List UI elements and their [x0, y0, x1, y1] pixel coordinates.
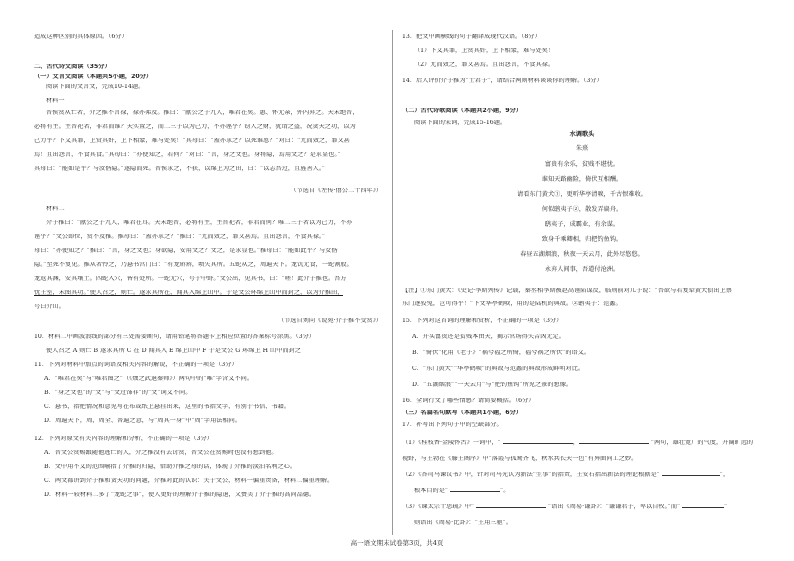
fill-blank-line: 则语出《周易·比卦》：“王用三驱”。 [414, 520, 513, 526]
question-15: 15．下列对这首词的理解和赏析，不正确的一项是（3分） [402, 318, 563, 324]
paragraph-line: 龙返其渊，安其壤土。四蛇入穴，皆有处所。一蛇无穴，号于中野。”文公出，见其书，曰：“嗟！此介子推也。吾方 [34, 276, 347, 282]
answer-blank[interactable] [682, 507, 724, 508]
question-13: 13．把文中画横线的句子翻译成现代汉语。（8分） [402, 34, 541, 40]
poem-line: 富贵有余乐，贫贱不堪忧。 [544, 161, 620, 168]
q17-2-prefix: （2）《答司马谏议书》中，针对司马光认为新法“生事”的指责，王安石指出新法的理论根据是“ [402, 472, 660, 478]
paragraph-line: 介子推曰：“献公之子九人，唯君在耳。天未绝晋，必将有主，主晋祀者，非君而何？唯二三子者以为己力，不亦 [46, 220, 353, 226]
subsection-heading: （三）名篇名句默写（本题共1小题，6分） [402, 410, 522, 416]
paragraph-line: 其母曰：“能如是乎？与汝偕隐。”遂隐而死。晋侯求之，不获，以绵上为之田，曰：“以志吾过，且旌善人。” [34, 166, 326, 172]
question-17: 17．补写出下列句子中的空缺部分。 [402, 422, 503, 428]
poem-line: 春昼五湖烟浪，秋夜一天云月，此外尽悠悠。 [520, 251, 644, 258]
option: A．开头富贵还是贫贱本由天，揭示官场得失吉凶无定。 [412, 334, 565, 340]
poem-title: 水调歌头 [569, 131, 595, 138]
option: C．“东门黄犬”“华亭鹤唳”的典故与范蠡的典故形成鲜明对比。 [412, 366, 585, 372]
fill-blank-line: 根本目的是“ ”。 [414, 488, 510, 494]
instruction: 阅读下面的文言文，完成10-14题。 [46, 84, 145, 90]
paragraph-line: 焉！且出怨言，不食其食。”其母曰：“亦使知之，若何？”对曰：“言，身之文也。身将隐，焉用文之？是求显也。” [34, 152, 341, 158]
source-citation: （节选自刘向《说苑·介子推不受赏》） [277, 318, 382, 324]
subsection-heading: （二）古代诗歌阅读（本题共2小题，9分） [402, 108, 522, 114]
q13-item-2: （2）尤而效之，罪又甚焉。且出怨言，不食其禄。 [414, 62, 555, 68]
question-11: 11．下列对材料中加点的词语及相关内容的解说，不正确的一项是（3分） [34, 362, 238, 368]
annotation-note: 东门逐狡兔，岂可得乎！”下文华亭鹤唳，用的是陆机的典故。②鸱夷子：范蠡。 [402, 301, 622, 307]
annotation-note: 【注】①东门黄犬：《史记·李斯列传》记载，秦丞相李斯被赵高诬陷谋反，临刑前对儿子说：“吾欲与若复牵黄犬俱出上蔡 [402, 288, 732, 294]
q13-item-1: （1）下义其罪，上赏其奸，上下相蒙，难与处矣！ [414, 48, 555, 54]
poem-line: 鸱夷子，成霸业，有余谋。 [544, 221, 620, 228]
q17-1-suffix: ”两句，雄壮宽广的气度，开阔旷远的 [650, 440, 754, 446]
column-divider [392, 30, 393, 535]
q10-answer-line: 使人召之 A 则亡 B 遂求其所 C 在 D 闻其入 E 绵上山中 F 于是文公 G 环绵上 H 山中而封之 [46, 348, 301, 354]
answer-blank[interactable] [476, 507, 546, 508]
option: C．两文都讲到介子推和贪天功的问题，介推对此的认识：关于文公，材料一偏重责备，材料二偏重理解。 [44, 478, 334, 484]
option: B．“身之文也”的“文”与“文过饰非”的“文”词义不同。 [44, 390, 192, 396]
option: B．“倚伏”化用《老子》“祸兮福之所倚，福兮祸之所伏”的语义。 [412, 350, 591, 356]
question-10: 10．材料二中画波浪线的部分有三处需要断句，请用铅笔将答题卡上相应位置的答案标号涂黑。（3分） [34, 334, 315, 340]
subsection-heading: （一）文言文阅读（本题共5小题，20分） [34, 74, 153, 80]
paragraph-line: 隐。”至死不复见。推从者怜之，乃悬书宫门曰：“有龙矫矫，顷失其所。五蛇从之，周遍天下。龙饥无食，一蛇割股。 [34, 262, 353, 268]
poem-line: 谁知天路幽险，倚伏互相酬。 [541, 176, 623, 183]
question-12: 12．下列对原文有关内容的理解和分析，不正确的一项是（3分） [34, 436, 213, 442]
instruction: 阅读下面的宋词，完成15-16题。 [414, 120, 507, 126]
poem-line: 何似鸱夷子②，散发弄扁舟。 [541, 206, 623, 213]
option: B．文中用不义的范围喻指了介推的归隐，借助介推之母的话，体现了介推的淡泊名利之心。 [44, 464, 297, 470]
q17-2-prefix-b: 根本目的是“ [414, 488, 449, 494]
question-14: 14．后人评价介子推为“士君子”，请结合两则材料谈谈你的理解。（3分） [402, 78, 603, 84]
q17-3-middle: ”语出《周易·谦卦》：“谦谦君子，卑以自牧。”而“ [548, 504, 681, 510]
source-citation: （节选自《左传·僖公二十四年》） [290, 188, 382, 194]
answer-blank[interactable] [450, 491, 500, 492]
material-1-title: 材料一 [46, 98, 65, 104]
paragraph-line: 晋侯赏从亡者，介之推不言禄，禄亦弗及。推曰：“献公之子九人，唯君在矣。惠、怀无亲，外内弃之。天未绝晋， [46, 110, 359, 116]
option: D．周遍天下，周，周全、普遍之意，与“周其一身”中“周”字用法相同。 [44, 418, 242, 424]
option: C．悬书，指把情况和意见写在布或纸上悬挂出来，这里的书指文字，有别于书信、书籍。 [44, 404, 291, 410]
fill-blank-line: （2）《答司马谏议书》中，针对司马光认为新法“生事”的指责，王安石指出新法的理论根据是“ ”， [402, 472, 730, 478]
option: D．“五湖烟浪”“一天云月”与“把钓鱼钩”所见之景的想像。 [412, 382, 573, 388]
paragraph-line: 必将有主。主晋祀者，非君而谁？天实置之，而二三子以为己力，不亦诬乎？窃人之财，犹谓之盗，况贪天之功，以为 [34, 124, 356, 130]
poem-line: 永弃人间事，吾道付沧洲。 [544, 266, 620, 273]
q17-3-prefix: （3）《谏太宗十思疏》中“ [402, 504, 475, 510]
intro-tail: 造成这种区别的具体原因。（6分） [34, 34, 128, 40]
option: A．晋文公赏赐跟随他逃亡的人，介之推没有去讨赏，晋文公在赏赐时也没有想到他。 [44, 450, 278, 456]
material-2-title: 材料二 [46, 206, 65, 212]
page-footer: 高一语文期末试卷第3页，共4页 [350, 539, 444, 547]
poem-line: 致身千乘卿相，归把钓鱼钩。 [541, 236, 623, 243]
poem-line: 请看东门黄犬①，更听华亭清唳，千古恨难收。 [517, 191, 647, 198]
fill-blank-line: 视野，与王勃在《滕王阁序》中“落霞与孤鹜齐飞，秋水共长天一色”有异曲同工之妙。 [402, 456, 638, 462]
section-heading: 二、古代诗文阅读（35分） [34, 64, 111, 70]
paragraph-line: 诬乎？”文公即位，赏不及推。推母曰：“盍亦求之？”推曰：“尤而效之，罪又甚焉。且出怨言，不食其禄。” [34, 234, 326, 240]
answer-blank[interactable] [662, 475, 720, 476]
paragraph-line: 母曰：“亦使知之？”推曰：“言，身之文也；身欲隐，安用文之？文之，是求显也。”推母曰：“能如此乎？与女偕 [34, 248, 338, 254]
answer-blank[interactable] [503, 443, 573, 444]
paragraph-line: 号曰介山。 [34, 304, 65, 310]
poem-author: 朱熹 [575, 145, 589, 152]
paragraph-line: 忧王室，未图其功。”使人召之，则亡。遂求其所在，闻其入绵上山中。于是文公环绵上山中而封之，以为介推田， [34, 290, 344, 296]
fill-blank-line: （3）《谏太宗十思疏》中“ ”语出《周易·谦卦》：“谦谦君子，卑以自牧。”而“ ” [402, 504, 728, 510]
answer-blank[interactable] [579, 443, 649, 444]
option: A．“唯君在矣”与“唯君图之”（《烛之武退秦师》）两句中的“唯”字含义不同。 [44, 376, 254, 382]
paragraph-line: 己力乎？下义其罪，上赏其奸，上下相蒙，难与处矣！”其母曰：“盍亦求之？以死谁怼？”对曰：“尤而效之，罪又甚 [34, 138, 350, 144]
question-16: 16．全词行文了哪些情感？请简要概括。（6分） [402, 398, 535, 404]
q17-1-prefix: （1）《桂枝香·金陵怀古》一词中，“ [402, 440, 501, 446]
option: D．材料一较材料二多了“龙蛇之事”，使人更好的理解介子推的隐退，又赞美了介子推的高尚品德。 [44, 492, 316, 498]
fill-blank-line: （1）《桂枝香·金陵怀古》一词中，“ ， ”两句，雄壮宽广的气度，开阔旷远的 [402, 440, 754, 446]
